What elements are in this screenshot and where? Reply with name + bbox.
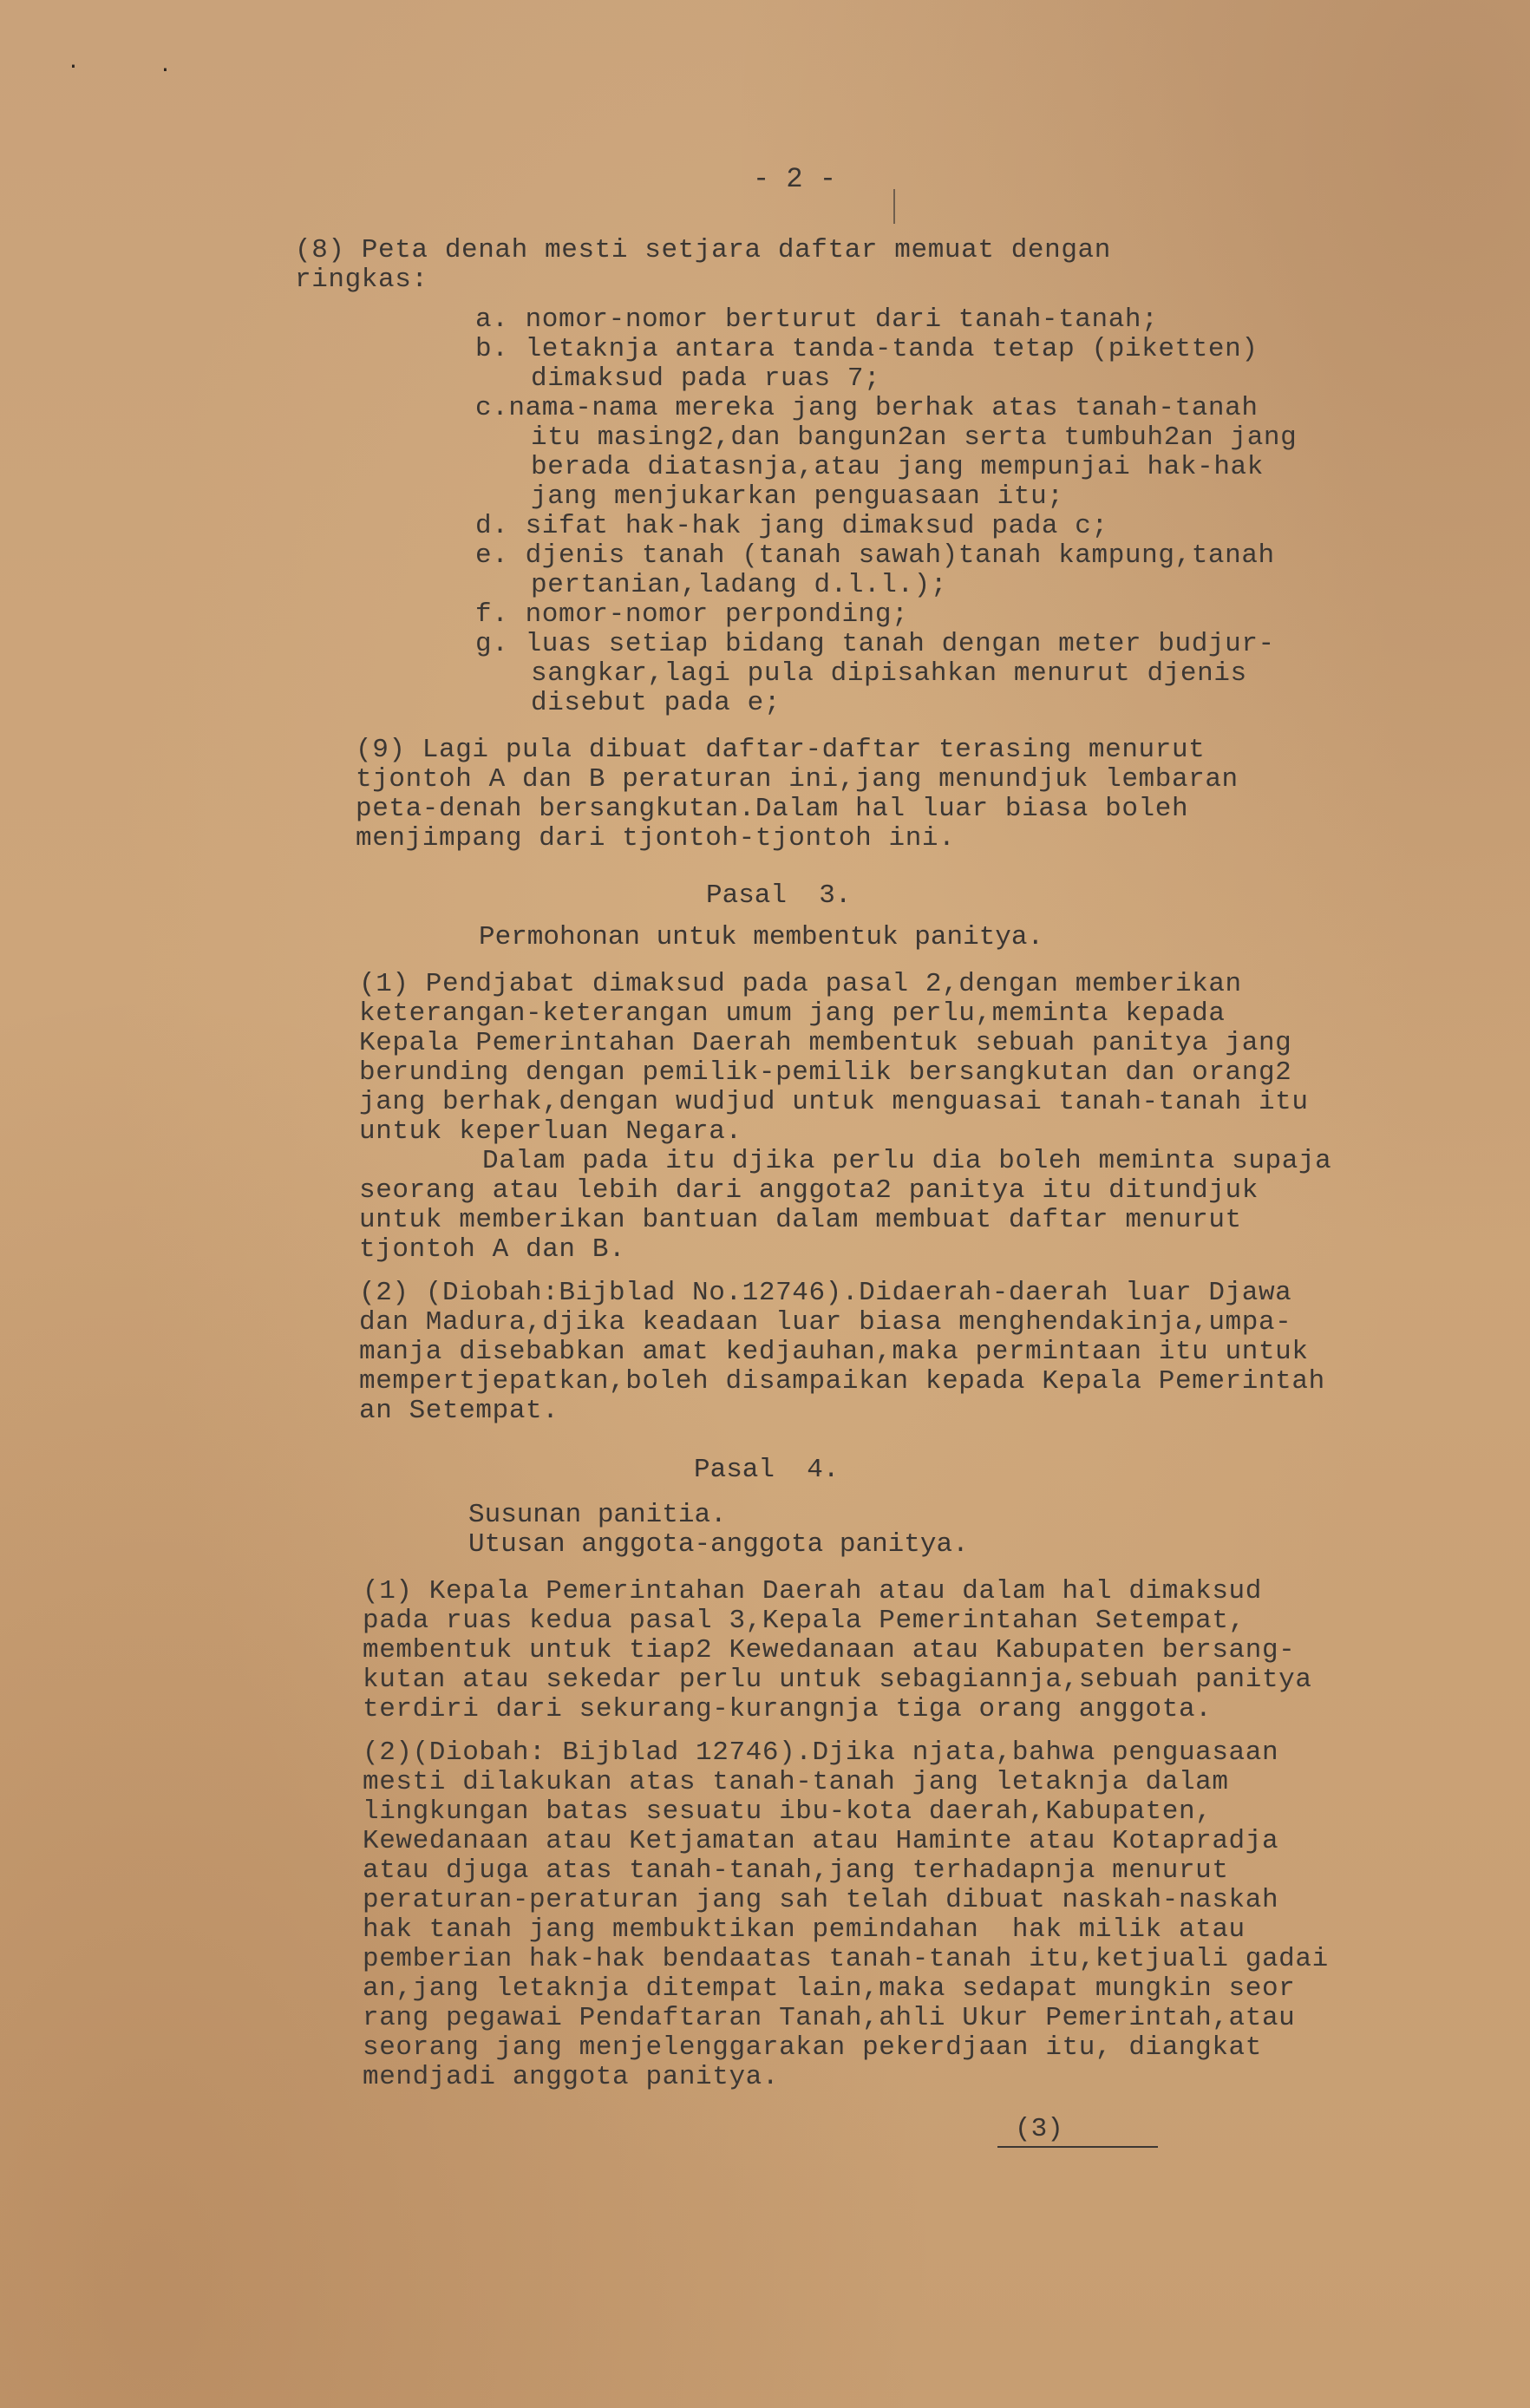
text-line: (2) (Diobah:Bijblad No.12746).Didaerah-daerah luar Djawa [359,1278,1292,1308]
text-line: pada ruas kedua pasal 3,Kepala Pemerintahan Setempat, [363,1606,1246,1636]
hole-punch-mark: · [69,52,77,81]
text-line: seorang jang menjelenggarakan pekerdjaan itu, diangkat [363,2032,1262,2063]
text-line: mempertjepatkan,boleh disampaikan kepada Kepala Pemerintah [359,1366,1325,1397]
section-heading: Pasal 4. [694,1455,840,1485]
text-line: terdiri dari sekurang-kurangnja tiga orang anggota. [363,1694,1213,1724]
list-item-continuation: pertanian,ladang d.l.l.); [531,570,948,600]
text-line: kutan atau sekedar perlu untuk sebagiannja,sebuah panitya [363,1665,1312,1695]
text-line: (2)(Diobah: Bijblad 12746).Djika njata,bahwa penguasaan [363,1737,1279,1768]
text-line: dan Madura,djika keadaan luar biasa menghendakinja,umpa- [359,1307,1292,1338]
text-line: (8) Peta denah mesti setjara daftar memuat dengan [295,235,1111,265]
text-line: jang berhak,dengan wudjud untuk menguasai tanah-tanah itu [359,1087,1309,1117]
list-item: e. djenis tanah (tanah sawah)tanah kampung,tanah [475,540,1275,571]
text-line: lingkungan batas sesuatu ibu-kota daerah,Kabupaten, [363,1796,1213,1827]
text-line: an,jang letaknja ditempat lain,maka sedapat mungkin seor [363,1973,1296,2004]
text-line: menjimpang dari tjontoh-tjontoh ini. [356,823,956,854]
text-line: manja disebabkan amat kedjauhan,maka permintaan itu untuk [359,1337,1309,1367]
section-heading: Pasal 3. [706,880,852,911]
hole-punch-mark: · [161,56,169,84]
list-item-continuation: itu masing2,dan bangun2an serta tumbuh2an jang [531,422,1298,453]
text-line: ringkas: [295,265,428,295]
list-item: f. nomor-nomor perponding; [475,599,909,630]
list-item: a. nomor-nomor berturut dari tanah-tanah; [475,304,1159,335]
text-line: keterangan-keterangan umum jang perlu,meminta kepada [359,998,1226,1029]
list-item-continuation: berada diatasnja,atau jang mempunjai hak-hak [531,452,1264,482]
text-line: rang pegawai Pendaftaran Tanah,ahli Ukur Pemerintah,atau [363,2003,1296,2033]
text-line: untuk memberikan bantuan dalam membuat daftar menurut [359,1205,1242,1235]
footer-underline [997,2146,1158,2148]
text-line: peraturan-peraturan jang sah telah dibuat naskah-naskah [363,1885,1279,1915]
text-line: an Setempat. [359,1396,559,1426]
list-item: g. luas setiap bidang tanah dengan meter budjur- [475,629,1275,659]
text-line: (1) Pendjabat dimaksud pada pasal 2,dengan memberikan [359,969,1242,999]
list-item-continuation: disebut pada e; [531,688,781,718]
text-line: (1) Kepala Pemerintahan Daerah atau dalam hal dimaksud [363,1576,1262,1606]
text-line: hak tanah jang membuktikan pemindahan hak milik atau [363,1914,1246,1945]
list-item: c.nama-nama mereka jang berhak atas tanah-tanah [475,393,1259,423]
list-item: d. sifat hak-hak jang dimaksud pada c; [475,511,1108,541]
section-subheading: Utusan anggota-anggota panitya. [468,1529,969,1560]
text-line: pemberian hak-hak bendaatas tanah-tanah itu,ketjuali gadai [363,1944,1329,1974]
text-line: mendjadi anggota panitya. [363,2062,780,2092]
next-page-number: (3) [1015,2114,1063,2144]
pen-mark [893,189,895,224]
text-line: (9) Lagi pula dibuat daftar-daftar terasing menurut [356,735,1206,765]
section-subheading: Permohonan untuk membentuk panitya. [479,922,1044,952]
text-line: Dalam pada itu djika perlu dia boleh meminta supaja [482,1146,1332,1176]
text-line: seorang atau lebih dari anggota2 panitya itu ditundjuk [359,1175,1259,1206]
text-line: tjontoh A dan B peraturan ini,jang menundjuk lembaran [356,764,1239,795]
text-line: atau djuga atas tanah-tanah,jang terhadapnja menurut [363,1855,1229,1886]
text-line: membentuk untuk tiap2 Kewedanaan atau Kabupaten bersang- [363,1635,1296,1665]
text-line: peta-denah bersangkutan.Dalam hal luar biasa boleh [356,794,1189,824]
text-line: Kewedanaan atau Ketjamatan atau Haminte atau Kotapradja [363,1826,1279,1856]
list-item-continuation: jang menjukarkan penguasaan itu; [531,481,1064,512]
text-line: Kepala Pemerintahan Daerah membentuk sebuah panitya jang [359,1028,1292,1058]
list-item-continuation: dimaksud pada ruas 7; [531,363,881,394]
text-line: untuk keperluan Negara. [359,1116,742,1147]
text-line: mesti dilakukan atas tanah-tanah jang letaknja dalam [363,1767,1229,1797]
section-subheading: Susunan panitia. [468,1500,727,1530]
text-line: tjontoh A dan B. [359,1234,626,1265]
page-number: - 2 - [753,163,837,195]
text-line: berunding dengan pemilik-pemilik bersangkutan dan orang2 [359,1057,1292,1088]
list-item: b. letaknja antara tanda-tanda tetap (piketten) [475,334,1259,364]
list-item-continuation: sangkar,lagi pula dipisahkan menurut djenis [531,658,1247,689]
